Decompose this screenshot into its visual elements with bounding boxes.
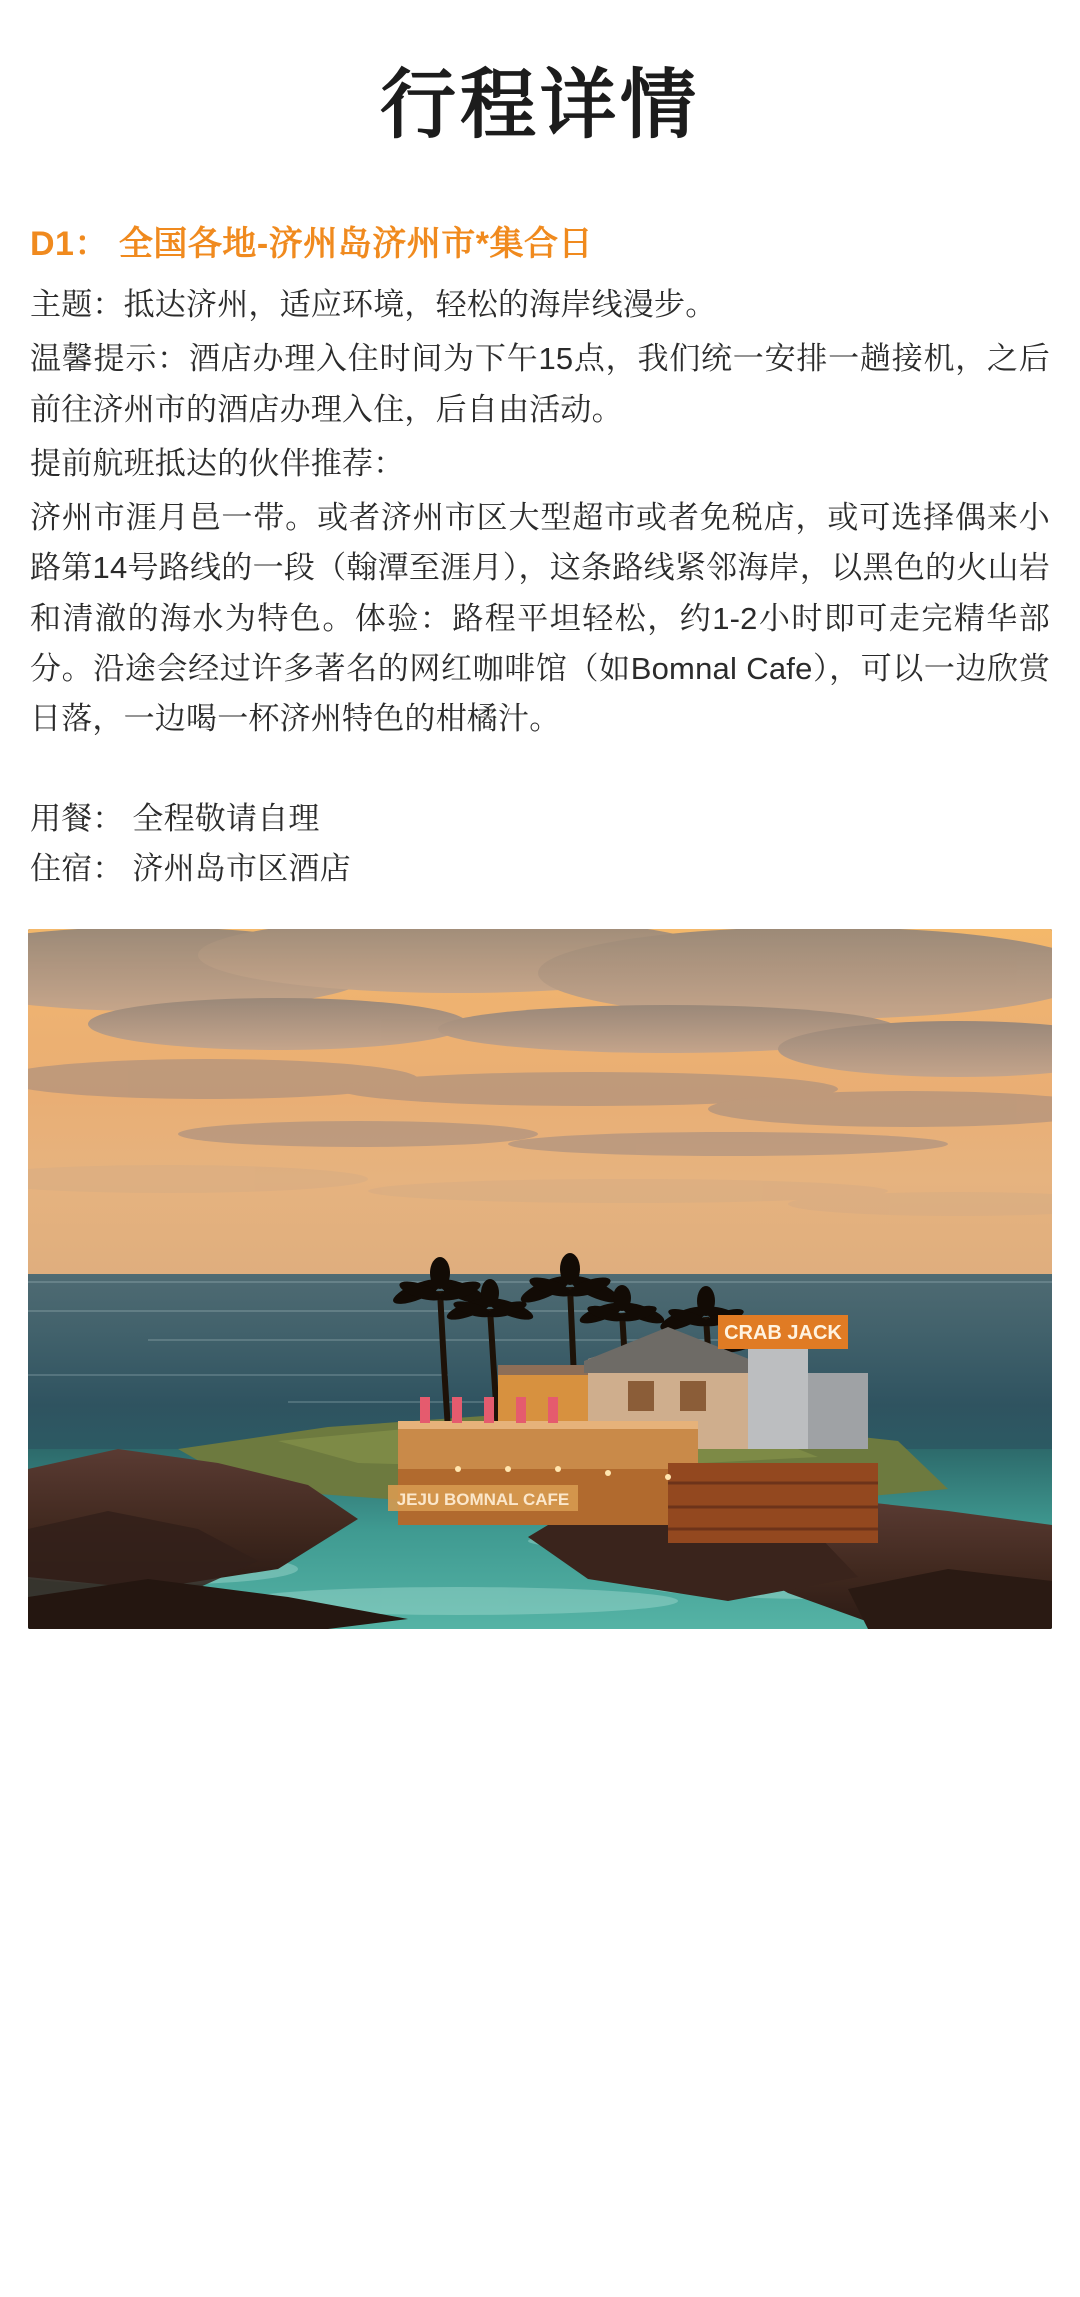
jeju-coast-photo [28, 929, 1052, 1629]
paragraph-tips: 温馨提示：酒店办理入住时间为下午15点，我们统一安排一趟接机，之后前往济州市的酒店办理入住，后自由活动。 [30, 341, 1050, 427]
svg-text:CRAB JACK: CRAB JACK [724, 1321, 842, 1344]
meal-info: 用餐： 全程敬请自理 [30, 801, 320, 837]
hotel-info: 住宿： 济州岛市区酒店 [30, 851, 351, 887]
page-title: 行程详情 [380, 63, 700, 148]
paragraph-early-arrival: 提前航班抵达的伙伴推荐： [30, 445, 405, 481]
section-spacer [30, 750, 1050, 794]
paragraph-theme: 主题：抵达济州，适应环境，轻松的海岸线漫步。 [30, 287, 717, 323]
svg-text:JEJU BOMNAL CAFE: JEJU BOMNAL CAFE [396, 1489, 570, 1509]
photo-container [0, 929, 1080, 1629]
day-heading-d1: D1： 全国各地-济州岛济州市*集合日 [30, 225, 593, 264]
paragraph-recommendation: 济州市涯月邑一带。或者济州市区大型超市或者免税店，或可选择偶来小路第14号路线的一段（翰潭至涯月），这条路线紧邻海岸，以黑色的火山岩和清澈的海水为特色。体验：路程平坦轻松，约1-2小时即可走完精华部分。沿途会经过许多著名的网红咖啡馆（如Bomnal Cafe），可以一边欣赏日落，一边喝一杯济州特色的柑橘汁。 [30, 500, 1050, 736]
itinerary-content [0, 219, 1080, 894]
